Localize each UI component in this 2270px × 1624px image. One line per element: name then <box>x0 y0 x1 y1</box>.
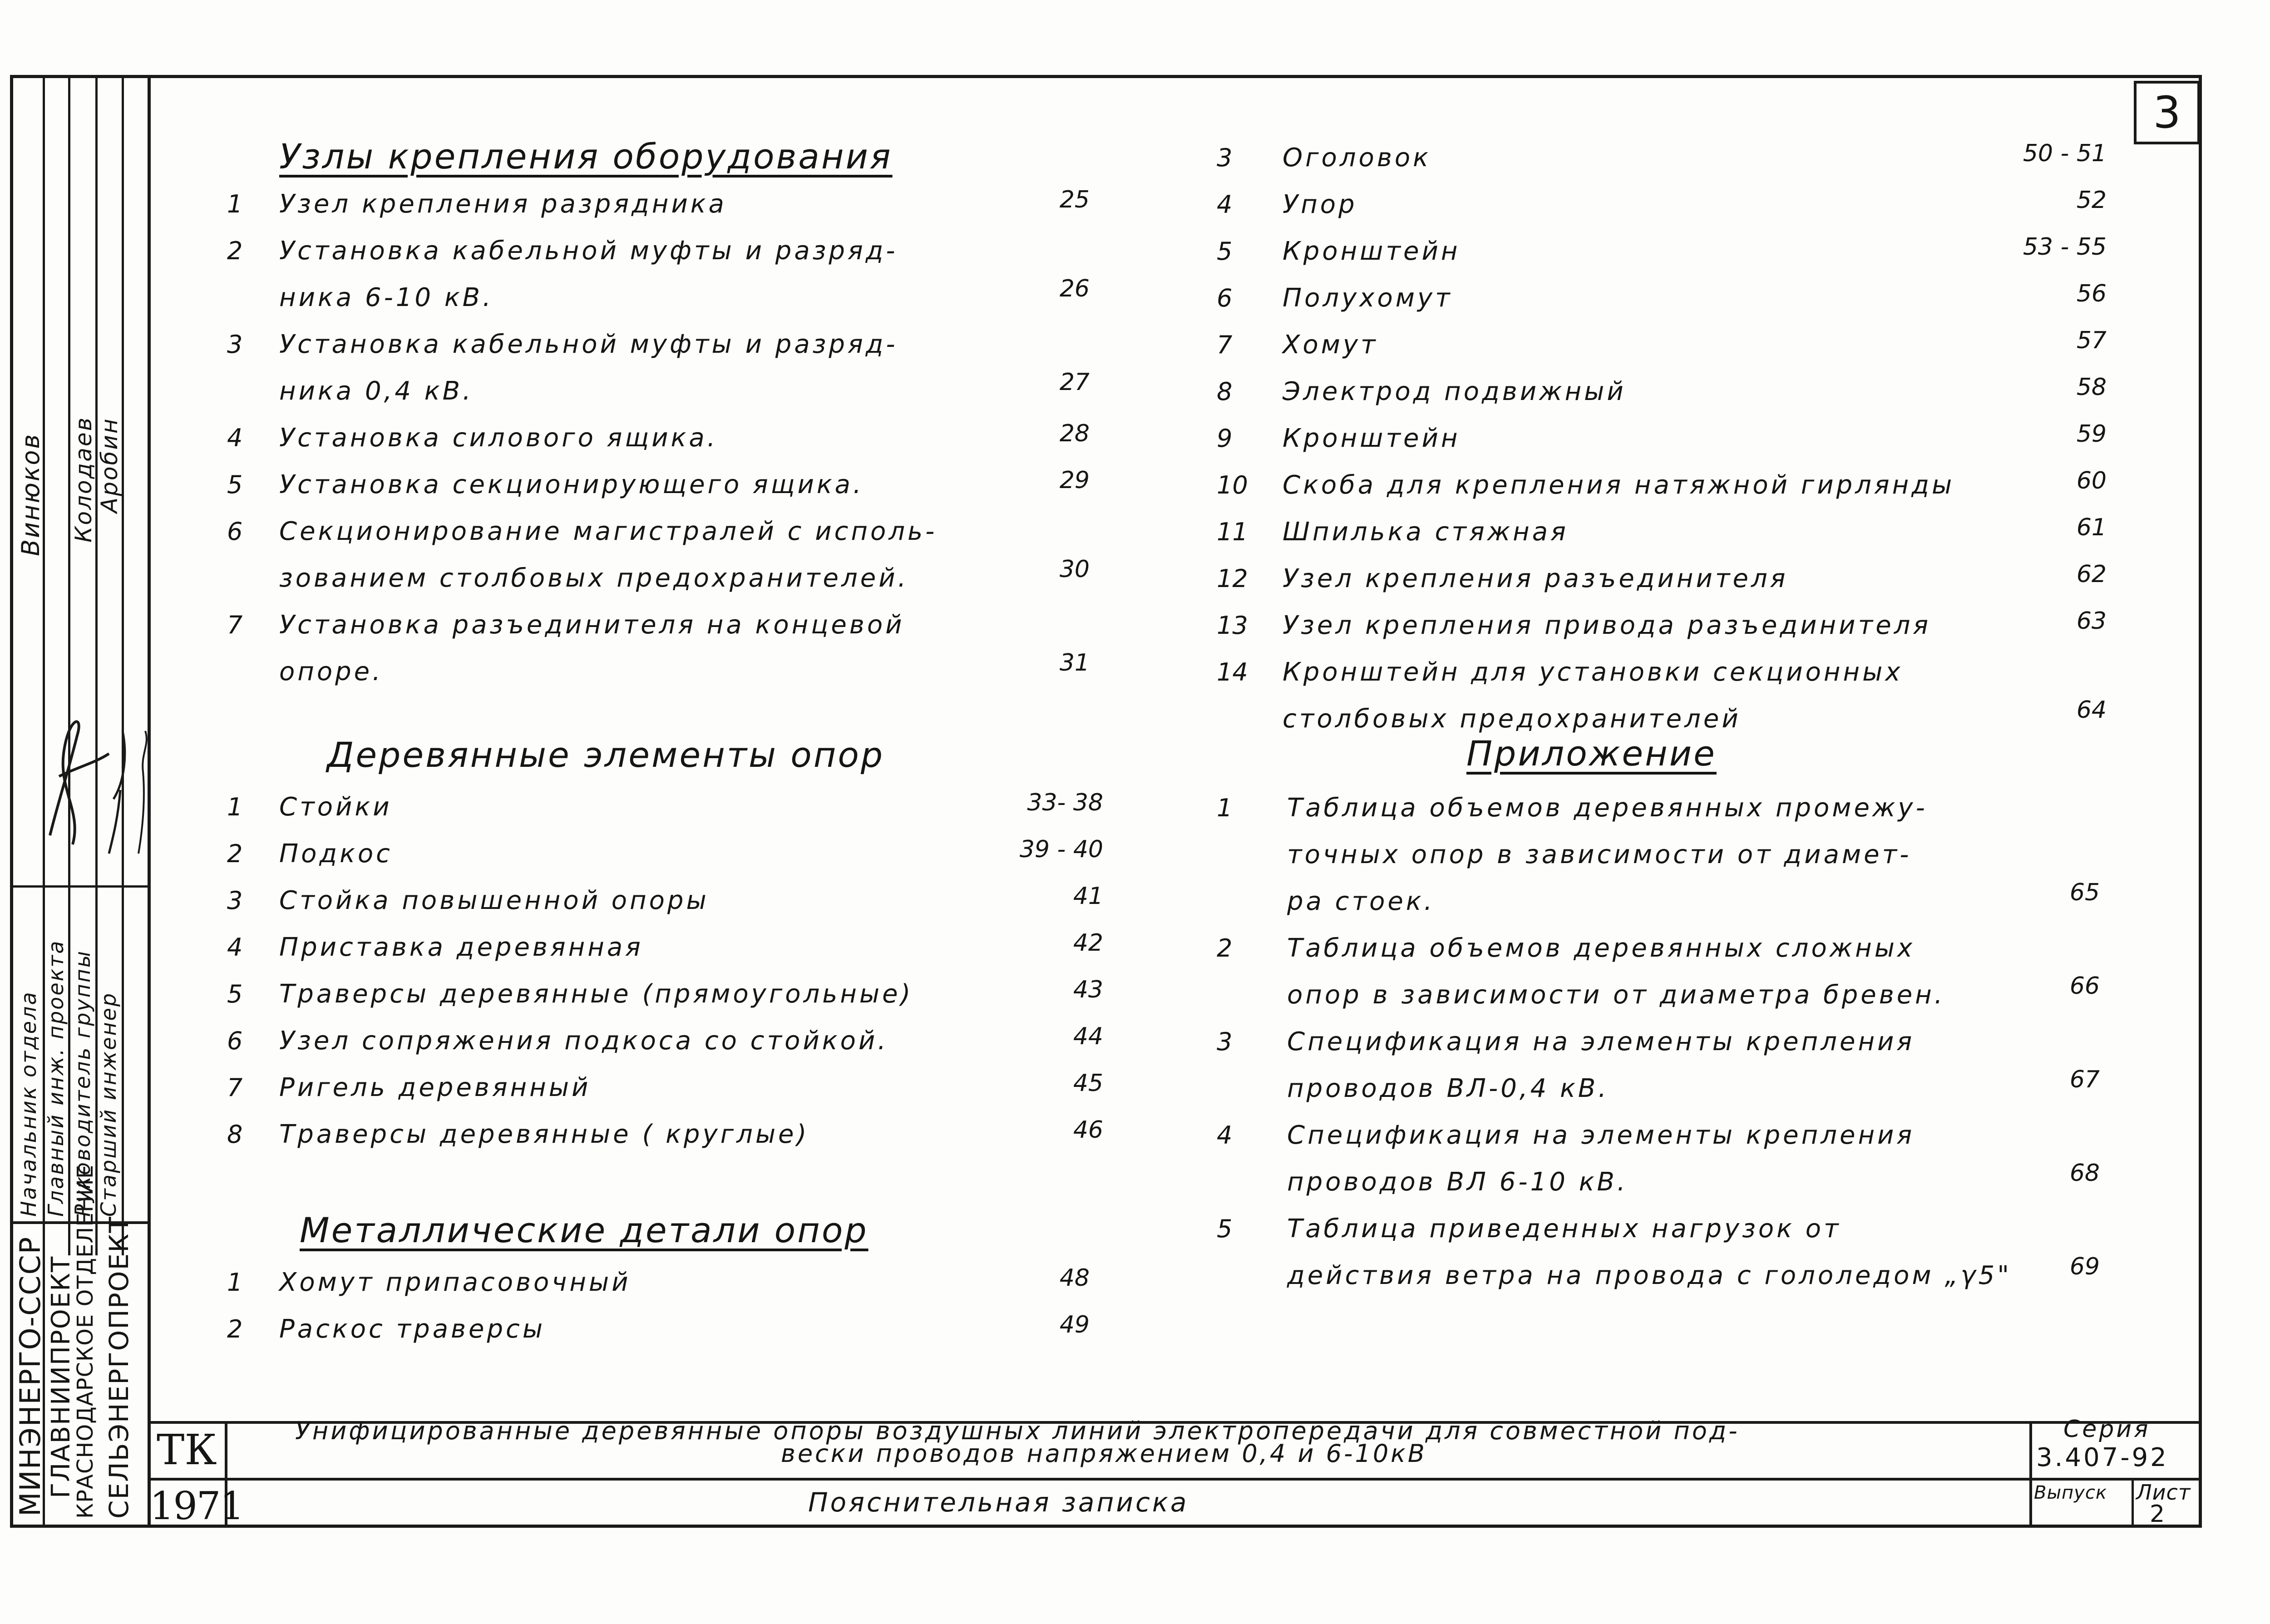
item-number: 4 <box>227 424 243 452</box>
sheet-number-box <box>2134 81 2200 144</box>
item-text: проводов ВЛ 6-10 кВ. <box>1287 1167 1628 1197</box>
item-text: Таблица объемов деревянных сложных <box>1287 933 1915 963</box>
item-text: Оголовок <box>1283 143 1431 173</box>
role-group-leader: Руководитель группы <box>70 949 95 1217</box>
item-text: Установка разъединителя на концевой <box>279 610 905 640</box>
item-page: 43 <box>1073 976 1103 1003</box>
item-text: Таблица приведенных нагрузок от <box>1287 1214 1841 1244</box>
item-text: Упор <box>1283 190 1357 219</box>
item-number: 4 <box>227 933 243 962</box>
item-page: 33- 38 <box>1027 789 1103 816</box>
item-number: 11 <box>1217 518 1248 546</box>
item-page: 58 <box>2076 374 2107 401</box>
item-text: Установка силового ящика. <box>279 423 718 453</box>
item-text: Электрод подвижный <box>1283 377 1626 406</box>
item-page: 52 <box>2076 187 2107 214</box>
item-page: 60 <box>2076 467 2107 494</box>
item-number: 8 <box>1217 377 1233 406</box>
item-text: Кронштейн <box>1283 237 1461 266</box>
item-page: 31 <box>1059 649 1090 676</box>
item-text: Ригель деревянный <box>279 1073 591 1102</box>
item-page: 68 <box>2069 1160 2100 1187</box>
item-text: Установка кабельной муфты и разряд- <box>279 330 898 359</box>
item-number: 5 <box>1217 1214 1233 1243</box>
item-text: Кронштейн для установки секционных <box>1283 657 1903 687</box>
item-text: Кронштейн <box>1283 424 1461 453</box>
item-text: Узел крепления разъединителя <box>1283 564 1788 593</box>
signature-drawing <box>41 663 150 872</box>
role-chief-engineer: Главный инж. проекта <box>44 939 68 1217</box>
item-page: 64 <box>2076 696 2107 724</box>
item-page: 62 <box>2076 561 2107 588</box>
item-text: Раскос траверсы <box>279 1314 546 1344</box>
item-page: 39 - 40 <box>1019 836 1103 863</box>
subtitle: Пояснительная записка <box>808 1487 1189 1518</box>
item-page: 69 <box>2069 1253 2100 1280</box>
item-text: Стойка повышенной опоры <box>279 886 709 915</box>
item-number: 5 <box>227 980 243 1008</box>
item-page: 44 <box>1073 1023 1103 1050</box>
title-block-divider <box>2132 1478 2134 1528</box>
item-number: 3 <box>1217 143 1233 172</box>
item-number: 7 <box>227 1073 243 1102</box>
item-text: ника 0,4 кВ. <box>279 376 474 406</box>
title-line-2: вески проводов напряжением 0,4 и 6-10кВ <box>781 1439 1427 1468</box>
role-senior-engineer: Старший инженер <box>96 992 121 1217</box>
item-text: столбовых предохранителей <box>1283 704 1741 734</box>
item-number: 4 <box>1217 190 1233 219</box>
item-page: 25 <box>1059 186 1090 213</box>
item-number: 12 <box>1217 564 1248 593</box>
sheet-number: 3 <box>2153 87 2181 138</box>
sheet-label: Лист <box>2136 1480 2191 1505</box>
item-text: Приставка деревянная <box>279 933 643 962</box>
item-number: 13 <box>1217 611 1248 640</box>
item-number: 1 <box>227 1268 243 1297</box>
org-selenergoproekt: СЕЛЬЭНЕРГОПРОЕКТ <box>104 1216 134 1519</box>
item-page: 26 <box>1059 275 1090 302</box>
code-tk: ТК <box>157 1426 217 1474</box>
item-text: ра стоек. <box>1287 887 1435 916</box>
item-page: 29 <box>1059 467 1090 494</box>
item-page: 50 - 51 <box>2023 140 2107 167</box>
item-text: зованием столбовых предохранителей. <box>279 563 909 593</box>
item-number: 2 <box>227 237 243 265</box>
item-number: 14 <box>1217 658 1248 686</box>
org-minenergo: МИНЭНЕРГО-СССР <box>14 1236 47 1516</box>
heading-wooden: Деревянные элементы опор <box>327 735 885 775</box>
item-page: 48 <box>1059 1264 1090 1292</box>
code-year: 1971 <box>150 1484 243 1528</box>
title-block-mid-line <box>148 1478 2202 1481</box>
item-text: Секционирование магистралей с исполь- <box>279 517 938 546</box>
item-text: Траверсы деревянные (прямоугольные) <box>279 979 913 1009</box>
item-page: 46 <box>1073 1116 1103 1144</box>
item-number: 3 <box>1217 1027 1233 1056</box>
item-text: Хомут <box>1283 330 1378 360</box>
item-page: 66 <box>2069 972 2100 1000</box>
item-text: Шпилька стяжная <box>1283 517 1569 547</box>
series-value: 3.407-92 <box>2036 1443 2169 1472</box>
item-number: 10 <box>1217 471 1248 499</box>
item-number: 1 <box>1217 794 1233 822</box>
item-number: 8 <box>227 1120 243 1149</box>
item-number: 2 <box>227 839 243 868</box>
item-page: 57 <box>2076 327 2107 354</box>
item-number: 1 <box>227 190 243 218</box>
item-text: Хомут припасовочный <box>279 1268 631 1297</box>
item-text: опоре. <box>279 657 383 686</box>
item-text: Таблица объемов деревянных промежу- <box>1287 793 1928 823</box>
item-text: действия ветра на провода с гололедом „γ5" <box>1287 1261 2012 1290</box>
item-number: 1 <box>227 793 243 821</box>
item-number: 6 <box>227 517 243 546</box>
item-number: 5 <box>1217 237 1233 266</box>
item-number: 2 <box>1217 934 1233 963</box>
item-number: 9 <box>1217 424 1233 453</box>
item-page: 67 <box>2069 1066 2100 1093</box>
item-text: Траверсы деревянные ( круглые) <box>279 1120 809 1149</box>
sheet-value: 2 <box>2150 1501 2167 1528</box>
item-page: 28 <box>1059 420 1090 447</box>
item-number: 6 <box>1217 284 1233 312</box>
item-text: Узел сопряжения подкоса со стойкой. <box>279 1026 889 1056</box>
item-page: 59 <box>2076 420 2107 448</box>
item-text: ника 6-10 кВ. <box>279 283 493 312</box>
issue-label: Выпуск <box>2034 1482 2107 1503</box>
item-number: 3 <box>227 886 243 915</box>
item-text: Узел крепления разрядника <box>279 189 727 219</box>
item-text: Узел крепления привода разъединителя <box>1283 611 1931 640</box>
name-vinyukov: Винюков <box>16 433 45 556</box>
item-page: 30 <box>1059 556 1090 583</box>
item-number: 7 <box>1217 331 1233 359</box>
item-page: 49 <box>1059 1311 1090 1338</box>
title-block-divider <box>2029 1421 2032 1528</box>
item-text: Скоба для крепления натяжной гирлянды <box>1283 470 1955 500</box>
item-page: 61 <box>2076 514 2107 541</box>
item-text: Спецификация на элементы крепления <box>1287 1027 1915 1056</box>
item-text: Подкос <box>279 839 393 869</box>
item-number: 7 <box>227 611 243 639</box>
org-glavniiproekt: ГЛАВНИИПРОЕКТ <box>46 1255 76 1498</box>
heading-metal: Металлические детали опор <box>300 1210 869 1250</box>
heading-appendix: Приложение <box>1466 733 1717 774</box>
item-page: 41 <box>1073 883 1103 910</box>
name-arobin: Аробин <box>96 417 123 513</box>
item-page: 42 <box>1073 929 1103 957</box>
item-text: опор в зависимости от диаметра бревен. <box>1287 980 1945 1010</box>
item-page: 63 <box>2076 607 2107 635</box>
item-page: 27 <box>1059 369 1090 396</box>
item-text: Установка секционирующего ящика. <box>279 470 864 499</box>
item-number: 3 <box>227 330 243 359</box>
item-text: точных опор в зависимости от диамет- <box>1287 840 1912 869</box>
item-text: проводов ВЛ-0,4 кВ. <box>1287 1074 1609 1103</box>
item-page: 45 <box>1073 1070 1103 1097</box>
stamp-row-line <box>10 885 151 888</box>
role-head-of-dept: Начальник отдела <box>16 991 41 1217</box>
name-kolodaev: Колодаев <box>70 416 97 543</box>
item-text: Спецификация на элементы крепления <box>1287 1121 1915 1150</box>
heading-equipment: Узлы крепления оборудования <box>279 136 893 177</box>
org-krasnodar-branch: КРАСНОДАРСКОЕ ОТДЕЛЕНИЕ <box>73 1164 98 1519</box>
item-text: Стойки <box>279 792 392 822</box>
item-text: Установка кабельной муфты и разряд- <box>279 236 898 266</box>
item-number: 5 <box>227 470 243 499</box>
item-page: 65 <box>2069 879 2100 906</box>
item-page: 56 <box>2076 280 2107 307</box>
item-number: 6 <box>227 1027 243 1055</box>
item-number: 4 <box>1217 1121 1233 1150</box>
title-line-1: Унифицированные деревянные опоры воздушных линий электропередачи для совместной под- <box>295 1417 1740 1445</box>
item-page: 53 - 55 <box>2023 233 2107 261</box>
item-text: Полухомут <box>1283 283 1453 313</box>
item-number: 2 <box>227 1315 243 1343</box>
series-label: Серия <box>2063 1416 2151 1443</box>
